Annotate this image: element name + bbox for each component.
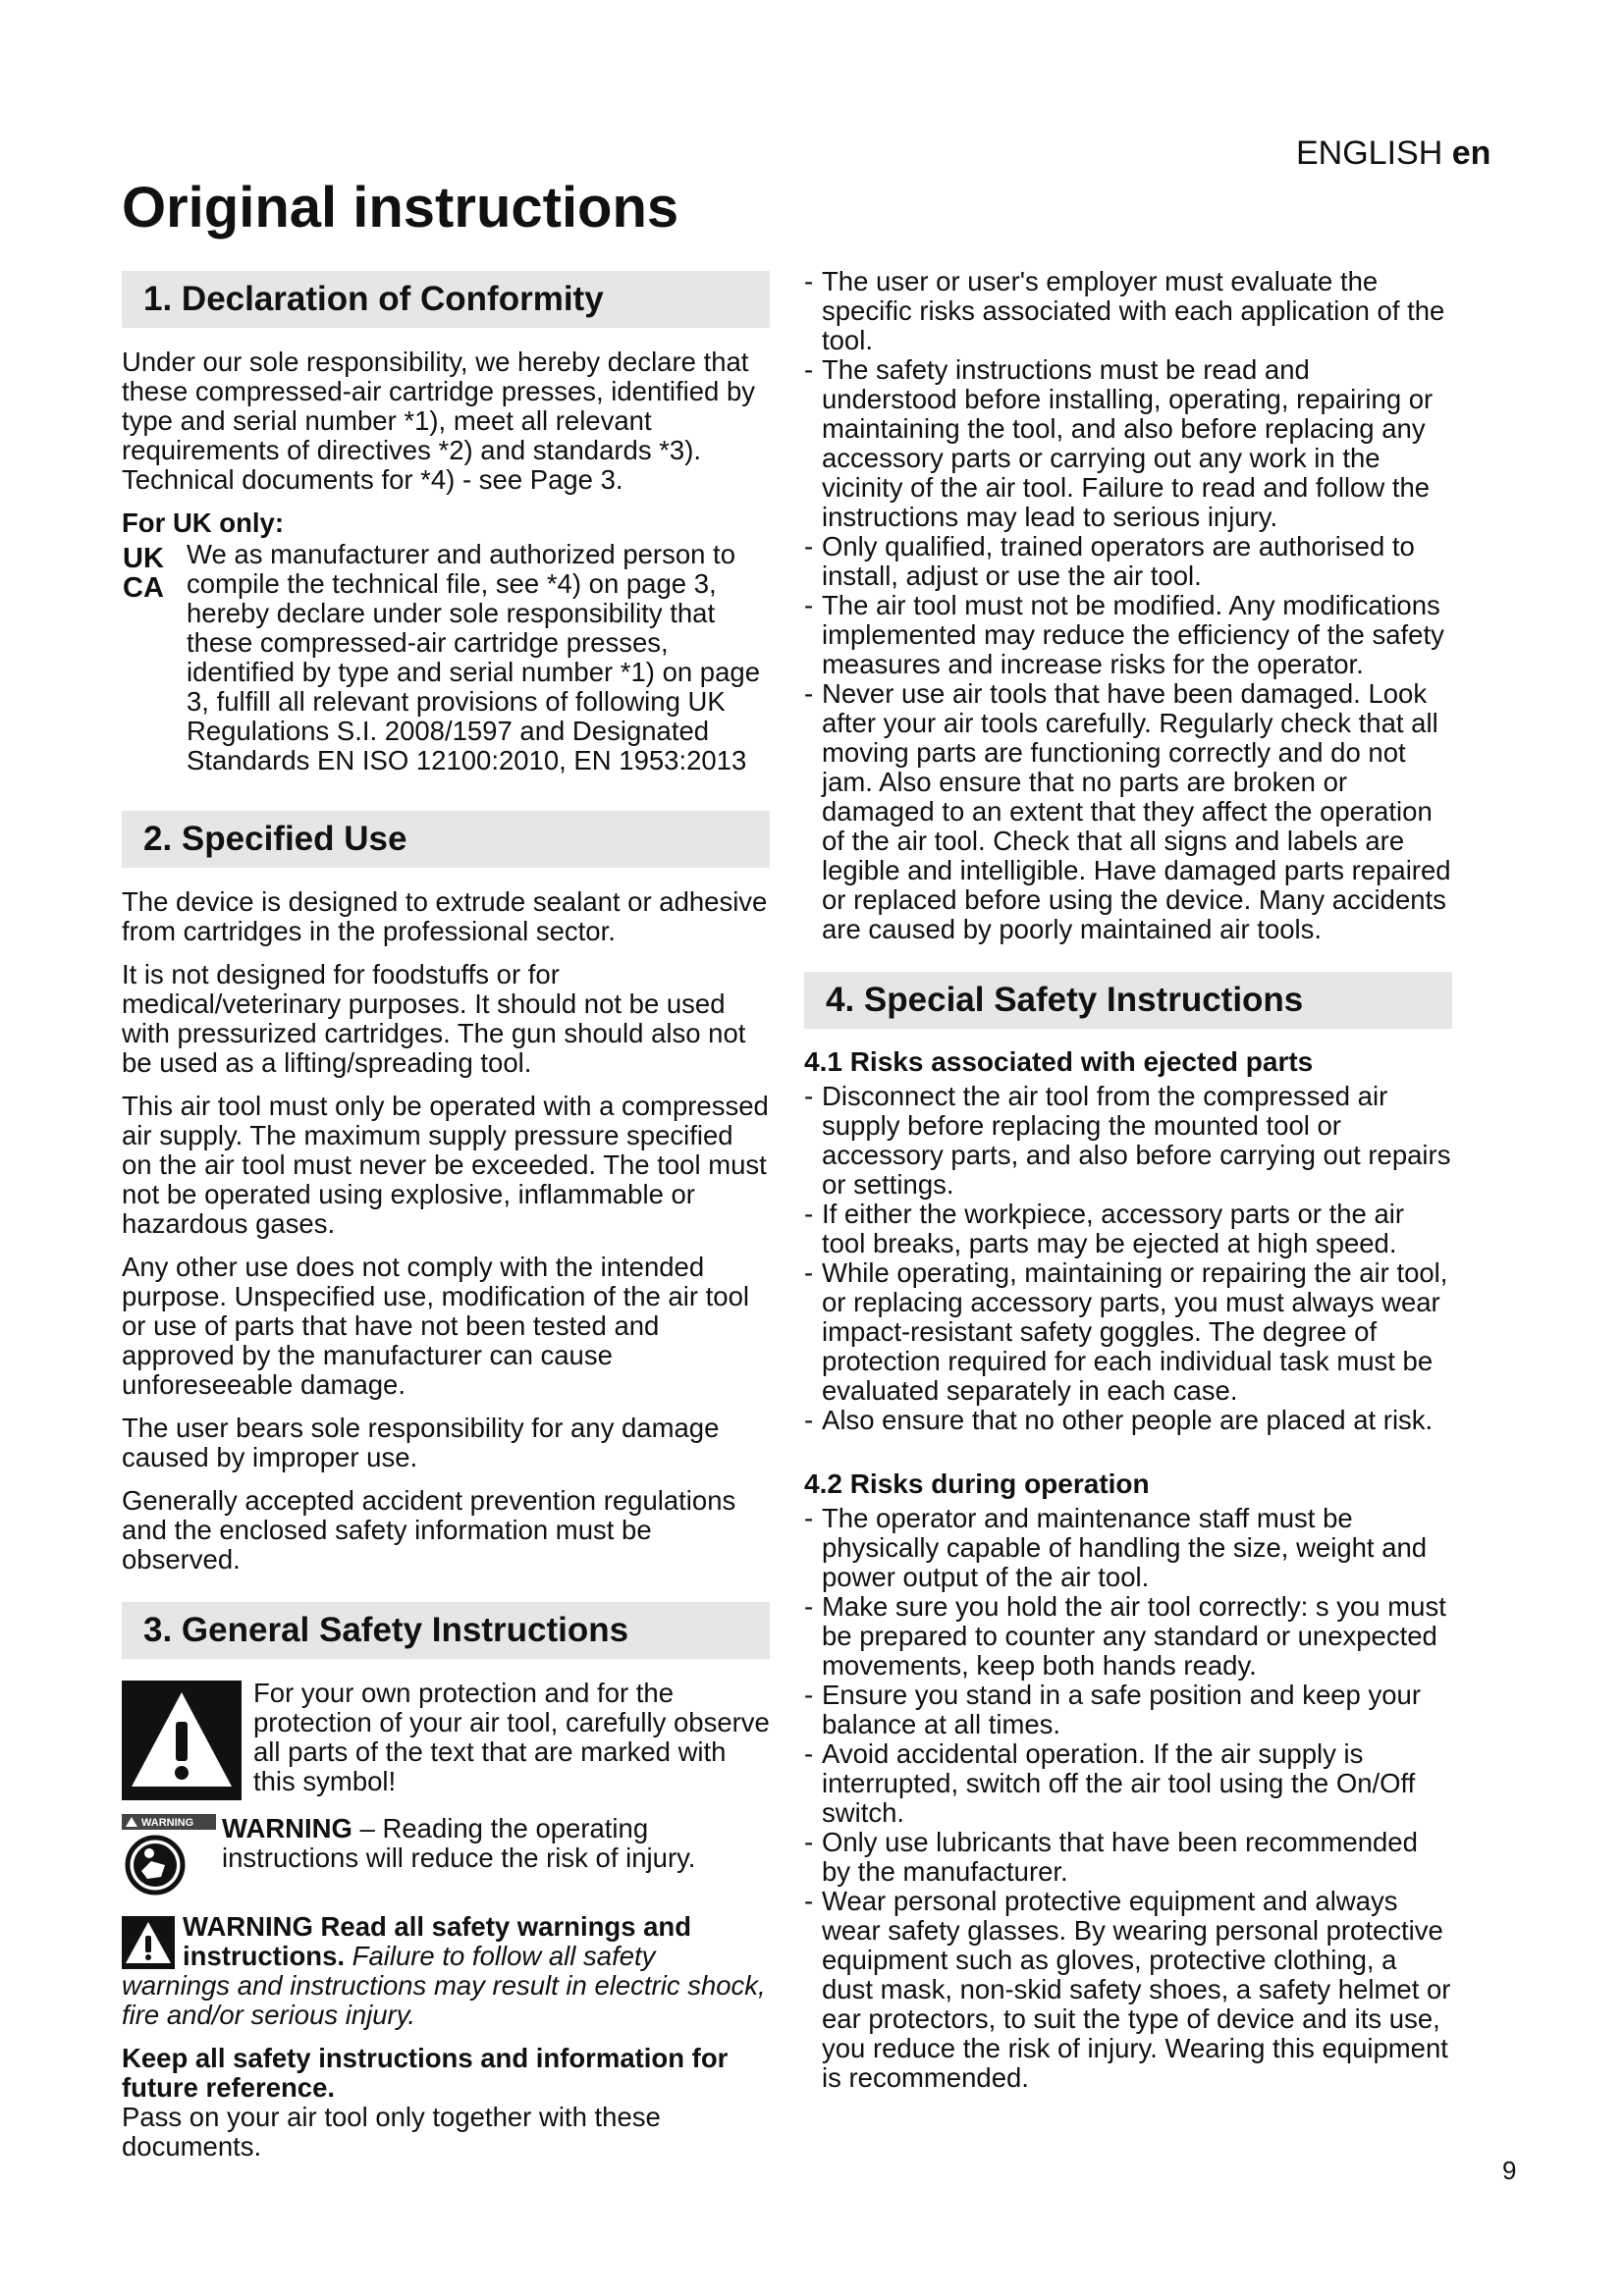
subsection-heading-operation-risks: 4.2 Risks during operation xyxy=(804,1468,1150,1499)
right-column xyxy=(804,267,1452,2093)
operation-risks-list xyxy=(804,1504,1452,2093)
list-item: - Only use lubricants that have been recommended by the manufacturer. xyxy=(804,1828,1452,1887)
read-manual-warning-block xyxy=(122,1814,770,1898)
specified-use-paragraph: Generally accepted accident prevention regulations and the enclosed safety information must be observed. xyxy=(122,1485,736,1575)
specified-use-paragraph: It is not designed for foodstuffs or for medical/veterinary purposes. It should not be used with pressurized cartridges. The gun should also not be used as a lifting/spreading tool. xyxy=(122,959,746,1078)
section-heading-declaration: 1. Declaration of Conformity xyxy=(122,271,770,328)
pass-on-text: Pass on your air tool only together with these documents. xyxy=(122,2102,661,2162)
left-column xyxy=(122,271,770,2162)
ukca-mark-top: UK xyxy=(123,543,164,574)
list-item: - If either the workpiece, accessory parts or the air tool breaks, parts may be ejected at high speed. xyxy=(804,1200,1452,1258)
ukca-block xyxy=(122,540,770,775)
language-code: en xyxy=(1451,134,1491,172)
warning-symbol-block xyxy=(122,1679,770,1800)
list-item: - Avoid accidental operation. If the air supply is interrupted, switch off the air tool using the On/Off switch. xyxy=(804,1739,1452,1828)
uk-declaration-paragraph: We as manufacturer and authorized person to compile the technical file, see *4) on page 3, hereby declare under sole responsibility that these compressed-air cartridge presses, identified by type and serial number *1) on page 3, fulfill all relevant provisions of following UK Regulations S.I. 2008/1597 and Designated Standards EN ISO 12100:2010, EN 1953:2013 xyxy=(187,539,760,775)
warning-badge-text: WARNING xyxy=(141,1817,194,1829)
section-heading-specified-use: 2. Specified Use xyxy=(122,811,770,868)
list-item: - Make sure you hold the air tool correctly: s you must be prepared to counter any standard or unexpected movements, keep both hands ready. xyxy=(804,1592,1452,1681)
general-safety-list xyxy=(804,267,1452,944)
warning-message: – Reading the operating instructions will reduce the risk of injury. xyxy=(222,1813,696,1873)
section-heading-general-safety: 3. General Safety Instructions xyxy=(122,1602,770,1659)
safety-warning-italic: Failure to follow all safety warnings and instructions may result in electric shock, fire and/or serious injury. xyxy=(122,1941,766,2030)
language-indicator xyxy=(1296,134,1490,173)
read-manual-warning-text xyxy=(222,1814,770,1873)
ukca-mark-bottom: CA xyxy=(123,572,164,599)
specified-use-paragraph: The device is designed to extrude sealant or adhesive from cartridges in the professional sector. xyxy=(122,886,768,946)
warning-label: WARNING xyxy=(222,1813,352,1843)
list-item: - Never use air tools that have been damaged. Look after your air tools carefully. Regularly check that all moving parts are functioning correctly and do not jam. Also ensure that no parts are broken or damaged to an extent that they affect the operation of the air tool. Check that all signs and labels are legible and intelligible. Have damaged parts repaired or replaced before using the device. Many accidents are caused by poorly maintained air tools. xyxy=(804,679,1452,944)
list-item: - The air tool must not be modified. Any modifications implemented may reduce the efficiency of the safety measures and increase risks for the operator. xyxy=(804,591,1452,679)
list-item: - The user or user's employer must evaluate the specific risks associated with each application of the tool. xyxy=(804,267,1452,355)
language-name: ENGLISH xyxy=(1296,134,1443,172)
uk-only-heading: For UK only: xyxy=(122,507,284,538)
safety-warning-block xyxy=(122,1912,770,2030)
section-heading-special-safety: 4. Special Safety Instructions xyxy=(804,972,1452,1029)
ukca-mark-icon xyxy=(122,542,179,599)
list-item: - Only qualified, trained operators are authorised to install, adjust or use the air tool. xyxy=(804,532,1452,591)
list-item: - Wear personal protective equipment and always wear safety glasses. By wearing personal protective equipment such as gloves, protective clothing, a dust mask, non-skid safety shoes, a safety helmet or ear protectors, to suit the type of device and its use, you reduce the risk of injury. Wearing this equipment is recommended. xyxy=(804,1887,1452,2093)
read-manual-icon xyxy=(122,1814,216,1898)
specified-use-paragraph: Any other use does not comply with the intended purpose. Unspecified use, modification of the air tool or use of parts that have not been tested and approved by the manufacturer can cause unforeseeable damage. xyxy=(122,1252,749,1400)
list-item: - The operator and maintenance staff must be physically capable of handling the size, weight and power output of the air tool. xyxy=(804,1504,1452,1592)
warning-small-icon xyxy=(122,1916,175,1969)
ejected-parts-list xyxy=(804,1082,1452,1435)
list-item: - Disconnect the air tool from the compressed air supply before replacing the mounted tool or accessory parts, and also before carrying out repairs or settings. xyxy=(804,1082,1452,1200)
warning-symbol-text: For your own protection and for the protection of your air tool, carefully observe all parts of the text that are marked with this symbol! xyxy=(253,1678,770,1796)
specified-use-paragraph: The user bears sole responsibility for any damage caused by improper use. xyxy=(122,1413,720,1472)
list-item: - Ensure you stand in a safe position and keep your balance at all times. xyxy=(804,1681,1452,1739)
list-item: - While operating, maintaining or repairing the air tool, or replacing accessory parts, you must always wear impact-resistant safety goggles. The degree of protection required for each individual task must be evaluated separately in each case. xyxy=(804,1258,1452,1406)
list-item: - The safety instructions must be read and understood before installing, operating, repairing or maintaining the tool, and also before replacing any accessory parts or carrying out any work in the vicinity of the air tool. Failure to read and follow the instructions may lead to serious injury. xyxy=(804,355,1452,532)
document-title: Original instructions xyxy=(122,176,679,240)
list-item: - Also ensure that no other people are placed at risk. xyxy=(804,1406,1452,1435)
subsection-heading-ejected-parts: 4.1 Risks associated with ejected parts xyxy=(804,1046,1314,1077)
keep-instructions-heading: Keep all safety instructions and information for future reference. xyxy=(122,2043,729,2103)
specified-use-paragraph: This air tool must only be operated with a compressed air supply. The maximum supply pressure specified on the air tool must never be exceeded. The tool must not be operated using explosive, inflammable or hazardous gases. xyxy=(122,1091,769,1239)
declaration-paragraph: Under our sole responsibility, we hereby declare that these compressed-air cartridge presses, identified by type and serial number *1), meet all relevant requirements of directives *2) and standards *3). Technical documents for *4) - see Page 3. xyxy=(122,347,756,495)
page-number: 9 xyxy=(1502,2156,1517,2185)
safety-warning-bold: WARNING Read all safety warnings and instructions. xyxy=(183,1911,692,1971)
warning-triangle-icon xyxy=(122,1681,242,1800)
